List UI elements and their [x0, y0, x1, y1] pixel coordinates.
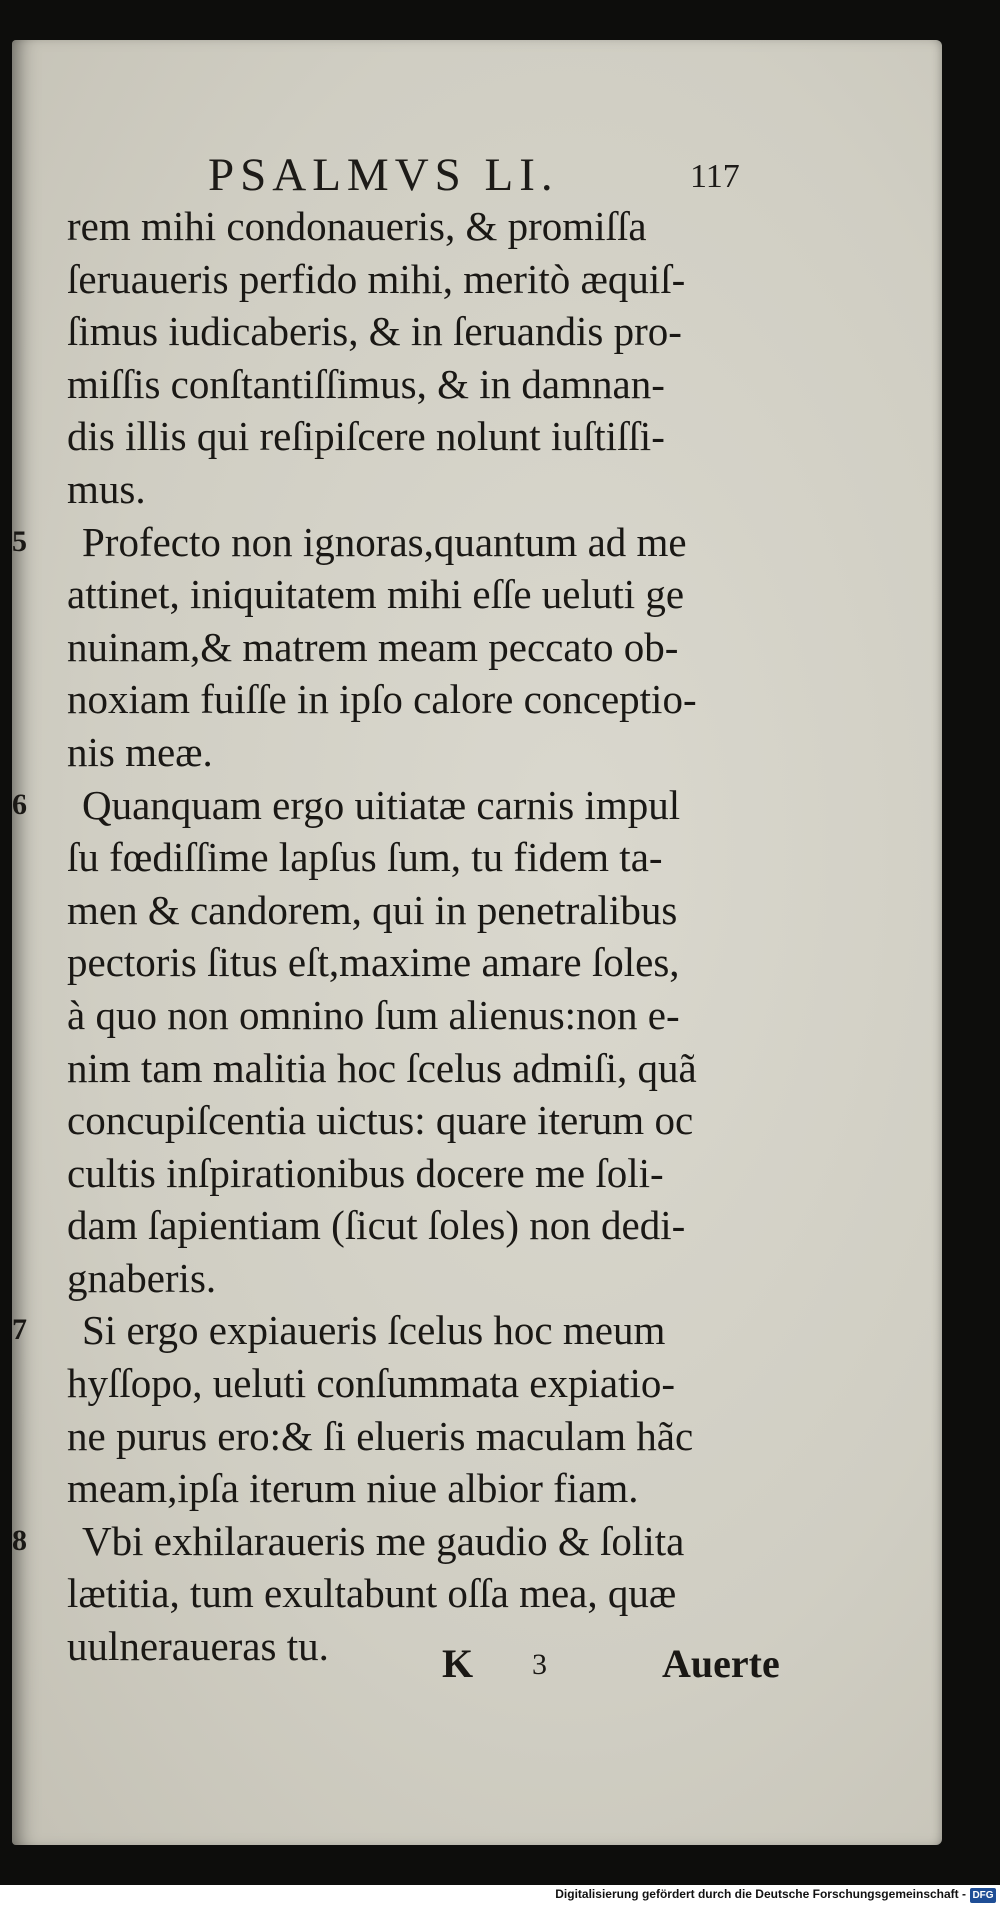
line-text: rem mihi condonaueris, & promiſſa: [67, 203, 647, 249]
catchword: Auerte: [662, 1641, 780, 1686]
signature-number: 3: [532, 1648, 547, 1681]
text-line: [12, 1304, 942, 1357]
line-text: men & candorem, qui in penetralibus: [67, 886, 678, 933]
line-text: cultis inſpirationibus docere me ſoli-: [67, 1149, 664, 1196]
line-text: ſeruaueris perfido mihi, meritò æquiſ-: [67, 255, 686, 302]
text-line: [12, 621, 942, 674]
digitization-note: Digitalisierung gefördert durch die Deutsche Forschungsgemeinschaft -: [555, 1887, 966, 1901]
page-footer: [12, 1640, 942, 1700]
line-text: Quanquam ergo uitiatæ carnis impul: [82, 781, 681, 828]
text-line: [12, 1147, 942, 1200]
line-text: concupiſcentia uictus: quare iterum oc: [67, 1097, 694, 1144]
signature-mark: K: [442, 1641, 474, 1686]
line-text: nuinam,& matrem meam peccato ob-: [67, 623, 679, 670]
line-text: dam ſapientiam (ſicut ſoles) non dedi-: [67, 1202, 686, 1249]
text-line: [12, 936, 942, 989]
text-line: [12, 1410, 942, 1463]
text-line: [12, 831, 942, 884]
book-page: [12, 40, 942, 1845]
line-text: hyſſopo, ueluti conſummata expiatio-: [67, 1360, 676, 1407]
verse-number: 6: [12, 787, 27, 821]
line-text: nis meæ.: [67, 728, 213, 775]
text-line: [12, 358, 942, 411]
line-text: à quo non omnino ſum alienus:non e-: [67, 991, 680, 1038]
line-text: ne purus ero:& ſi elueris maculam hãc: [67, 1412, 694, 1459]
line-text: miſſis conſtantiſſimus, & in damnan-: [67, 360, 665, 407]
line-text: pectoris ſitus eſt,maxime amare ſoles,: [67, 939, 680, 986]
psalm-text: [12, 200, 942, 1673]
verse-number: 7: [12, 1313, 27, 1347]
text-line: [12, 1567, 942, 1620]
text-line: [12, 779, 942, 832]
text-line: [12, 1252, 942, 1305]
text-line: [12, 884, 942, 937]
line-text: noxiam fuiſſe in ipſo calore conceptio-: [67, 676, 697, 723]
text-line: [12, 1199, 942, 1252]
text-line: [12, 726, 942, 779]
running-title: PSALMVS LI.: [208, 149, 559, 201]
line-text: meam,ipſa iterum niue albior fiam.: [67, 1465, 639, 1512]
dfg-logo: DFG: [970, 1888, 996, 1903]
text-line: [12, 673, 942, 726]
text-line: [12, 1042, 942, 1095]
text-line: [12, 1357, 942, 1410]
text-line: [12, 305, 942, 358]
text-line: [12, 516, 942, 569]
line-text: nim tam malitia hoc ſcelus admiſi, quã: [67, 1044, 697, 1091]
text-line: [12, 463, 942, 516]
text-line: [12, 1462, 942, 1515]
line-text: uulneraueras tu.: [67, 1623, 329, 1670]
text-line: [12, 253, 942, 306]
line-text: attinet, iniquitatem mihi eſſe ueluti ge: [67, 571, 685, 618]
text-line: [12, 1094, 942, 1147]
line-text: Profecto non ignoras,quantum ad me: [82, 518, 687, 565]
line-text: Vbi exhilaraueris me gaudio & ſolita: [82, 1517, 685, 1564]
page-header: [12, 148, 942, 204]
verse-number: 8: [12, 1523, 27, 1557]
line-text: mus.: [67, 465, 146, 512]
line-text: gnaberis.: [67, 1254, 217, 1301]
text-line: [12, 410, 942, 463]
line-text: lætitia, tum exultabunt oſſa mea, quæ: [67, 1570, 677, 1617]
verse-number: 5: [12, 524, 27, 558]
text-line: [12, 568, 942, 621]
line-text: ſimus iudicaberis, & in ſeruandis pro-: [67, 308, 682, 355]
digitization-ribbon: [0, 1885, 1000, 1907]
line-text: Si ergo expiaueris ſcelus hoc meum: [82, 1307, 666, 1354]
text-line: [12, 200, 942, 253]
page-number: 117: [690, 158, 740, 195]
text-line: [12, 989, 942, 1042]
line-text: ſu fœdiſſime lapſus ſum, tu fidem ta-: [67, 834, 663, 881]
text-line: [12, 1515, 942, 1568]
line-text: dis illis qui reſipiſcere nolunt iuſtiſſi-: [67, 413, 665, 460]
